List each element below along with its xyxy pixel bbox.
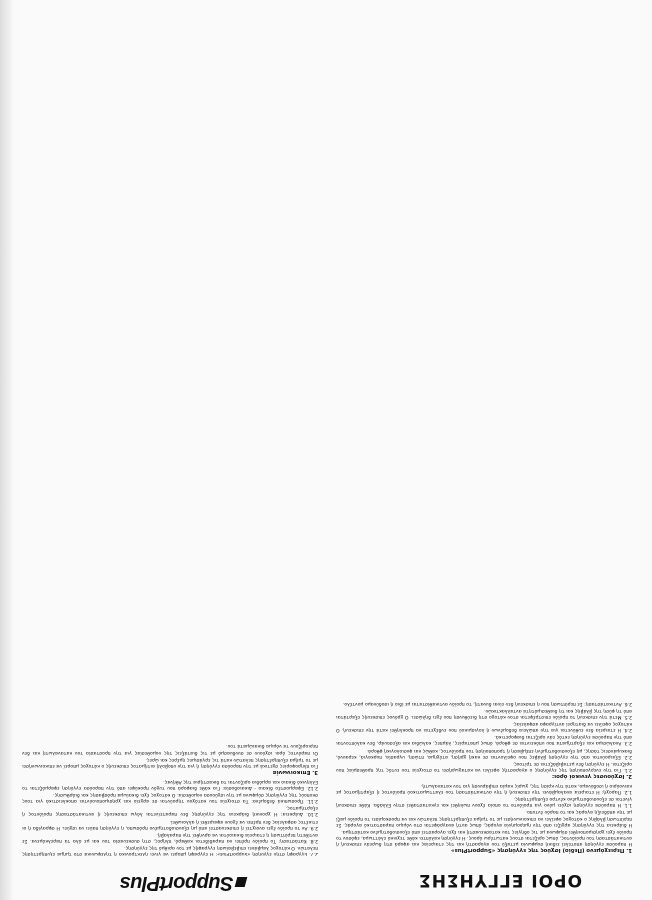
- paragraph: 2.11. Προσωπικά δεδομένα: Τα στοιχεία του κατόχου τηρούνται σε αρχείο και χρησιμοποιούνται αποκλειστικά για τους σκοπούς της εγγύησης σύμφωνα με την ισχύουσα νομοθεσία. Ο κάτοχος έχει δικαίωμα πρόσβασης και διόρθωσης.: [22, 792, 318, 804]
- paragraph: 2.4. Η εταιρεία δεν ευθύνεται για την απώλεια δεδομένων ή λογισμικού που ενδέχεται να προκληθεί κατά την επισκευή. Ο κάτοχος οφείλει να διατηρεί αντίγραφα ασφαλείας.: [336, 721, 632, 733]
- brand-name: SupportPlus: [120, 872, 234, 894]
- section-heading: 2. Ισχύουσες γενικοί όροι:: [551, 772, 632, 779]
- brand-logo: [120, 871, 246, 894]
- paragraph: 1.1. Η παρούσα εγγύηση ισχύει μόνο για προϊόντα τα οποία έχουν πωληθεί και εγκατασταθεί στην Ελλάδα. Κάθε επισκευή γίνεται σε εξουσιοδοτημένο κέντρο εξυπηρέτησης.: [336, 796, 632, 808]
- paragraph: 2.10. Διάρκεια: Η χρονική διάρκεια της εγγύησης δεν παρατείνεται λόγω επισκευής ή αντικατάστασης προϊόντος ή εξαρτήματος.: [22, 805, 318, 817]
- section-heading: 3. Επικοινωνία: [272, 768, 318, 775]
- paragraph: 2.12. Εφαρμοστέο δίκαιο - Δικαιοδοσία: Για κάθε διαφορά που τυχόν προκύψει από την παρούσα εγγύηση εφαρμόζεται το Ελληνικό δίκαιο και αρμόδια ορίζονται τα δικαστήρια της Αθήνας.: [22, 778, 318, 791]
- paragraph: Η παρούσα εγγύηση αποτελεί ειδική συμφωνία μεταξύ του αγοραστή και της εταιρείας και αφορά στη δωρεάν επισκευή ή αντικατάσταση του προϊόντος, όπως ορίζεται στους κατωτέρω όρους. Η εγγύηση καλύπτει κάθε τεχνικό ελάττωμα, εφόσον το προϊόν έχει χρησιμοποιηθεί σύμφωνα με τις οδηγίες του κατασκευαστή και έχει αγοραστεί από εξουσιοδοτημένο κατάστημα.: [336, 828, 632, 846]
- page-edge-shadow: [0, 0, 14, 900]
- document-title: ΟΡΟΙ ΕΓΓΥΗΣΗΣ: [418, 870, 582, 890]
- paragraph: 2.7. Εγγραφή στην εγγύηση «SupportPlus»: Η εγγραφή μπορεί να γίνει ηλεκτρονικά ή τηλεφωνικά στο τμήμα εξυπηρέτησης πελατών. Ο κάτοχος λαμβάνει επιβεβαίωση εγγραφής με τον αριθμό της εγγύησης.: [22, 844, 318, 856]
- paragraph: Για πληροφορίες σχετικά με την παρούσα εγγύηση ή για την υποβολή αιτήματος επισκευής ο κάτοχος μπορεί να επικοινωνήσει με το τμήμα εξυπηρέτησης πελατών κατά τις εργάσιμες ημέρες και ώρες.: [22, 756, 318, 768]
- text-column-right: [22, 26, 318, 856]
- paragraph: 2.9. Αν το προϊόν έχει ανοιχτεί ή επισκευαστεί από μη εξουσιοδοτημένο πρόσωπο, η εγγύηση παύει να ισχύει. Η σφραγίδα ή οι ετικέτες ασφαλείας δεν πρέπει να έχουν αφαιρεθεί ή αλλοιωθεί.: [22, 818, 318, 830]
- document-header: [0, 864, 652, 894]
- section-heading: 1. Περιεχόμενο (Πεδίο) Ισχύος της εγγύησης «SupportPlus»: [451, 847, 632, 853]
- text-column-left: [336, 26, 632, 856]
- paragraph: 2.6. Αντικατάσταση: Σε περίπτωση που η επισκευή δεν είναι δυνατή, το προϊόν αντικαθίσταται με ίδιο ή ισοδύναμο μοντέλο.: [342, 700, 632, 706]
- logo-mark-icon: [235, 877, 248, 887]
- paragraph: 2.8. Κατάσταση: Το προϊόν πρέπει να παραδίδεται καθαρό, πλήρες, στη συσκευασία του και με όλα τα παρελκόμενα. Σε αντίθετη περίπτωση η εταιρεία δικαιούται να αρνηθεί την παραλαβή.: [22, 831, 318, 843]
- paragraph: 1.2. Παροχή: Η εταιρεία αναλαμβάνει την επισκευή ή την αντικατάσταση του ελαττωματικού προϊόντος ή εξαρτήματος με καινούριο ή ισοδύναμο, κατά την κρίση της, χωρίς καμία επιβάρυνση για τον καταναλωτή.: [336, 783, 632, 795]
- paragraph: 2.1. Για την ενεργοποίηση της εγγύησης ο αγοραστής οφείλει να καταχωρήσει τα στοιχεία του εντός της προθεσμίας που ορίζεται. Η εγγύηση δεν μεταβιβάζεται σε τρίτους.: [336, 760, 632, 772]
- paragraph: Οι παρόντες όροι ισχύουν σε συνδυασμό με τις διατάξεις της νομοθεσίας για την προστασία του καταναλωτή και δεν περιορίζουν τα νόμιμα δικαιώματά του.: [22, 743, 318, 755]
- paragraph: Η διάρκεια της εγγύησης αρχίζει από την ημερομηνία αγοράς, όπως αυτή αναγράφεται στο νόμιμο παραστατικό αγοράς. Σε περίπτωση βλάβης ο κάτοχος οφείλει να επικοινωνήσει με το τμήμα εξυπηρέτησης πελατών και να προσκομίσει το προϊόν μαζί με την απόδειξη αγοράς και το παρόν έντυπο.: [336, 809, 632, 827]
- paragraph: 2.5. Μετά την επισκευή το προϊόν επιστρέφεται στον κάτοχο στη διεύθυνση που έχει δηλώσει. Ο χρόνος επισκευής εξαρτάται από τη φύση της βλάβης και τη διαθεσιμότητα ανταλλακτικών.: [336, 708, 632, 720]
- paragraph: 2.2. Εξαιρούνται από την εγγύηση βλάβες που οφείλονται σε κακή χρήση, ατύχημα, πτώση, υγρασία, πυρκαγιά, κεραυνό, διακυμάνσεις τάσης, μη εξουσιοδοτημένη επέμβαση ή τροποποίηση του προϊόντος, καθώς και φυσιολογική φθορά.: [336, 747, 632, 759]
- paragraph: 2.3. Αναλώσιμα και εξαρτήματα που υπόκεινται σε φθορά, όπως μπαταρίες, λάμπες, καλώδια και αξεσουάρ, δεν καλύπτονται από την παρούσα εγγύηση εκτός εάν ορίζεται διαφορετικά.: [336, 734, 632, 746]
